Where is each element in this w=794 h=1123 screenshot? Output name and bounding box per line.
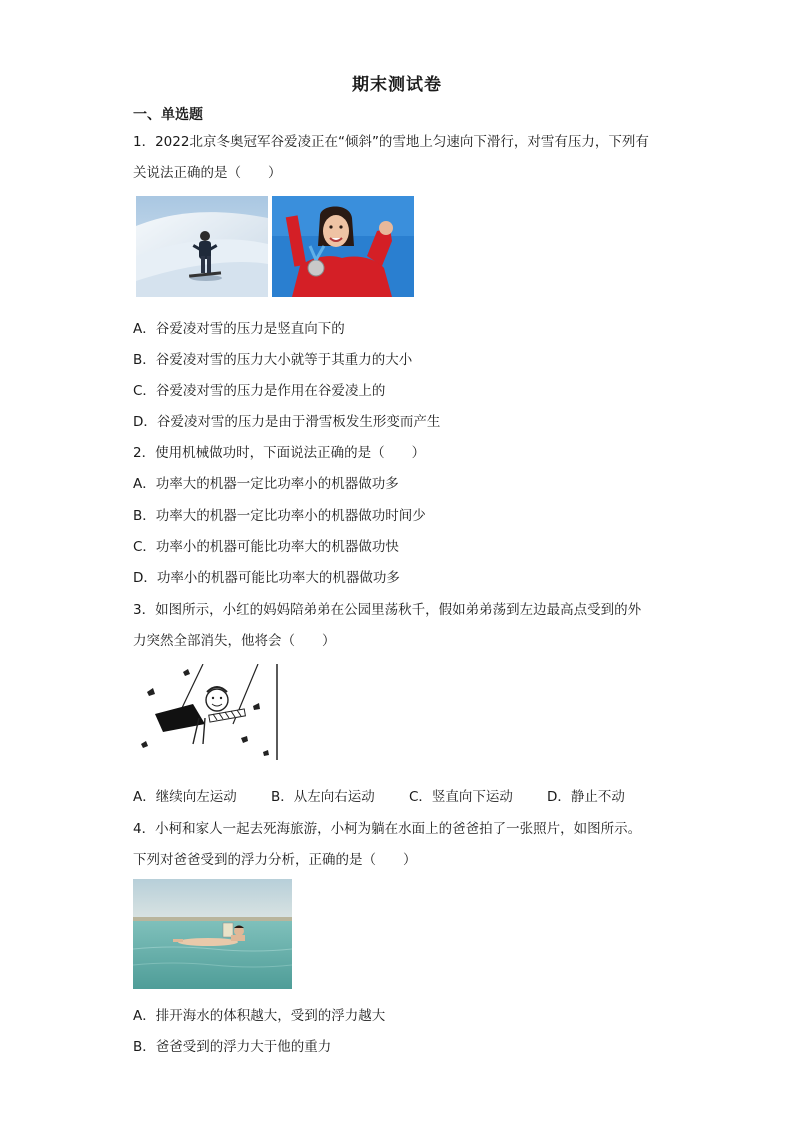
q2-option-b: B．功率大的机器一定比功率小的机器做功时间少 <box>133 508 426 524</box>
q3-stem-line-1: 3．如图所示，小红的妈妈陪弟弟在公园里荡秋千，假如弟弟荡到左边最高点受到的外 <box>133 602 642 618</box>
q1-stem-line-2: 关说法正确的是（ ） <box>133 165 282 181</box>
q2-option-a: A．功率大的机器一定比功率小的机器做功多 <box>133 476 399 492</box>
q1-stem-line-1: 1．2022北京冬奥冠军谷爱凌正在“倾斜”的雪地上匀速向下滑行，对雪有压力，下列有 <box>133 134 649 150</box>
q3-option-c: C．竖直向下运动 <box>409 789 513 805</box>
q2-option-c: C．功率小的机器可能比功率大的机器做功快 <box>133 539 399 555</box>
q3-option-b: B．从左向右运动 <box>271 789 375 805</box>
q1-option-a: A．谷爱凌对雪的压力是竖直向下的 <box>133 321 345 337</box>
q3-options <box>133 785 625 805</box>
q4-stem-line-2: 下列对爸爸受到的浮力分析，正确的是（ ） <box>133 852 417 868</box>
q1-option-b: B．谷爱凌对雪的压力大小就等于其重力的大小 <box>133 352 413 368</box>
q4-option-b: B．爸爸受到的浮力大于他的重力 <box>133 1039 332 1055</box>
skier-photo <box>136 196 268 297</box>
q3-stem-line-2: 力突然全部消失，他将会（ ） <box>133 633 336 649</box>
q2-option-d: D．功率小的机器可能比功率大的机器做功多 <box>133 570 400 586</box>
q4-option-a: A．排开海水的体积越大，受到的浮力越大 <box>133 1008 386 1024</box>
q1-option-c: C．谷爱凌对雪的压力是作用在谷爱凌上的 <box>133 383 386 399</box>
page-title: 期末测试卷 <box>352 75 442 95</box>
q4-stem-line-1: 4．小柯和家人一起去死海旅游，小柯为躺在水面上的爸爸拍了一张照片，如图所示。 <box>133 821 642 837</box>
section-heading: 一、单选题 <box>133 107 203 123</box>
q2-stem-line-1: 2．使用机械做功时，下面说法正确的是（ ） <box>133 445 426 461</box>
swing-drawing <box>133 664 280 760</box>
q3-option-d: D．静止不动 <box>547 789 625 805</box>
dead-sea-photo <box>133 879 292 989</box>
medalist-photo <box>272 196 414 297</box>
q3-option-a: A．继续向左运动 <box>133 789 237 805</box>
q1-option-d: D．谷爱凌对雪的压力是由于滑雪板发生形变而产生 <box>133 414 441 430</box>
